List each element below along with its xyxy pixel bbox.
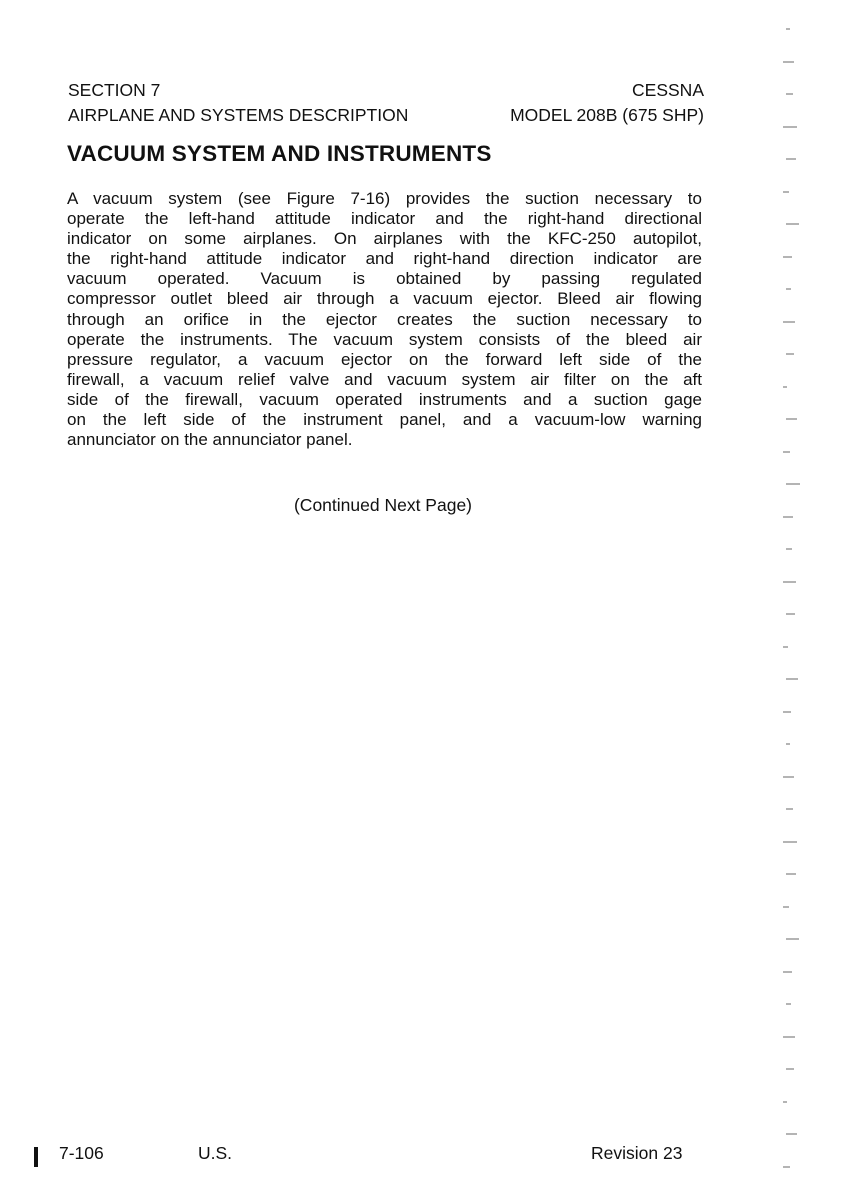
body-line: compressor outlet bleed air through a vacuum ejector. Bleed air flowing bbox=[67, 289, 702, 309]
header-row-2 bbox=[68, 104, 704, 126]
body-line: through an orifice in the ejector creates the suction necessary to bbox=[67, 309, 702, 329]
scan-edge-mark bbox=[786, 353, 794, 355]
scan-edge-mark bbox=[783, 61, 794, 63]
section-subtitle: AIRPLANE AND SYSTEMS DESCRIPTION bbox=[68, 105, 409, 125]
revision-label: Revision 23 bbox=[591, 1143, 683, 1163]
scan-edge-mark bbox=[786, 483, 800, 485]
scan-edge-mark bbox=[783, 581, 796, 583]
model-label: MODEL 208B (675 SHP) bbox=[510, 105, 704, 125]
scan-edge-mark bbox=[786, 28, 790, 30]
body-line: firewall, a vacuum relief valve and vacuum system air filter on the aft bbox=[67, 369, 702, 389]
body-line: pressure regulator, a vacuum ejector on the forward left side of the bbox=[67, 349, 702, 369]
body-line: vacuum operated. Vacuum is obtained by passing regulated bbox=[67, 269, 702, 289]
scan-edge-mark bbox=[783, 906, 789, 908]
scan-edge-mark bbox=[783, 386, 787, 388]
scan-edge-mark bbox=[783, 841, 797, 843]
scan-edge-mark bbox=[786, 1133, 797, 1135]
revision-bar bbox=[34, 1147, 38, 1167]
scan-edge-mark bbox=[783, 516, 793, 518]
body-line: A vacuum system (see Figure 7-16) provides the suction necessary to bbox=[67, 189, 702, 208]
scan-edge-mark bbox=[783, 1036, 795, 1038]
body-line: operate the instruments. The vacuum system consists of the bleed air bbox=[67, 329, 702, 349]
page-number: 7-106 bbox=[59, 1143, 104, 1163]
scan-edge-mark bbox=[783, 321, 795, 323]
scan-edge-mark bbox=[786, 938, 799, 940]
body-line: on the left side of the instrument panel, and a vacuum-low warning bbox=[67, 410, 702, 430]
section-label: SECTION 7 bbox=[68, 80, 161, 100]
scan-edge-mark bbox=[783, 256, 792, 258]
body-line: indicator on some airplanes. On airplanes with the KFC-250 autopilot, bbox=[67, 229, 702, 249]
scan-edge-mark bbox=[783, 1101, 787, 1103]
scan-edge-mark bbox=[783, 971, 792, 973]
scan-edge-mark bbox=[786, 743, 790, 745]
body-line: side of the firewall, vacuum operated instruments and a suction gage bbox=[67, 389, 702, 409]
scan-edge-mark bbox=[786, 873, 796, 875]
scan-edge-mark bbox=[783, 776, 794, 778]
scan-edge-mark bbox=[786, 808, 793, 810]
scan-edge-mark bbox=[786, 1003, 791, 1005]
scan-edge-mark bbox=[783, 191, 789, 193]
brand-label: CESSNA bbox=[632, 80, 704, 100]
scan-edge-mark bbox=[786, 678, 798, 680]
header-row-1 bbox=[68, 79, 704, 101]
scan-edge-mark bbox=[783, 711, 791, 713]
body-paragraph bbox=[67, 189, 702, 450]
body-line: the right-hand attitude indicator and right-hand direction indicator are bbox=[67, 249, 702, 269]
scan-edge-mark bbox=[783, 646, 788, 648]
region-label: U.S. bbox=[198, 1143, 233, 1163]
scan-edge-mark bbox=[786, 418, 797, 420]
scan-edge-mark bbox=[783, 126, 797, 128]
scan-edge-mark bbox=[783, 1166, 790, 1168]
scan-edge-mark bbox=[786, 548, 792, 550]
scan-edge-mark bbox=[786, 613, 795, 615]
page-title: VACUUM SYSTEM AND INSTRUMENTS bbox=[67, 141, 492, 166]
scan-edge-mark bbox=[783, 451, 790, 453]
continued-note: (Continued Next Page) bbox=[293, 495, 473, 515]
scan-edge-mark bbox=[786, 93, 793, 95]
scan-edge-mark bbox=[786, 288, 791, 290]
body-line: operate the left-hand attitude indicator and the right-hand directional bbox=[67, 209, 702, 229]
scan-edge-mark bbox=[786, 1068, 794, 1070]
scan-edge-mark bbox=[786, 223, 799, 225]
scan-edge-mark bbox=[786, 158, 796, 160]
body-line: annunciator on the annunciator panel. bbox=[67, 430, 353, 450]
